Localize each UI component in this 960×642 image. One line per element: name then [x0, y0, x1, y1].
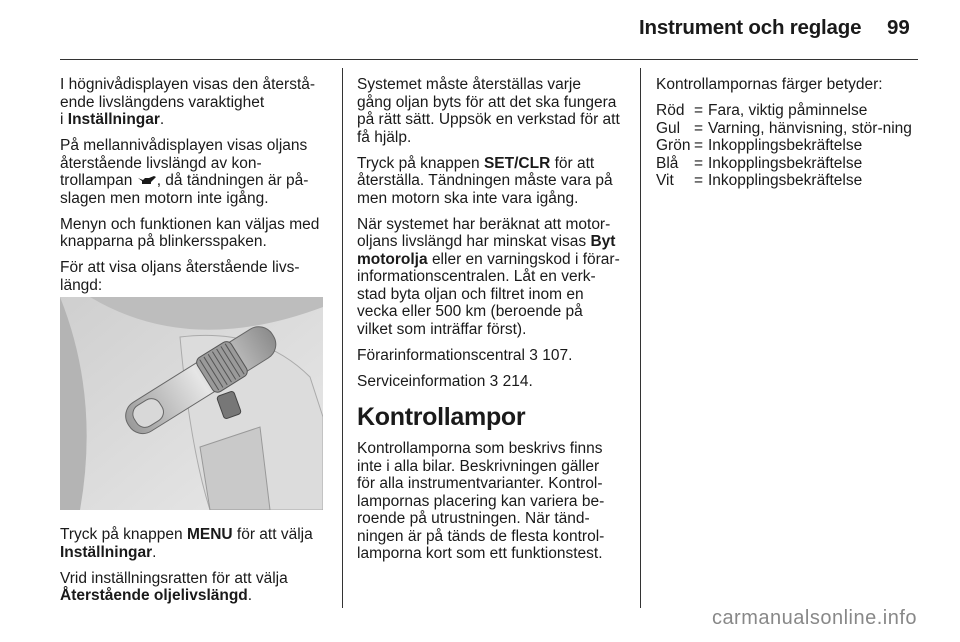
menu-button-reference: MENU [186, 526, 233, 543]
oil-can-icon [137, 175, 157, 186]
color-meaning: Fara, viktig påminnelse [708, 102, 868, 119]
column-divider-2 [640, 68, 641, 608]
paragraph: För att visa oljans återstående livs- längd: [60, 259, 300, 294]
color-meaning: Varning, hänvisning, stör-ning [708, 119, 912, 137]
color-name: Grön [656, 137, 691, 154]
page-ref-arrow-icon: 3 [489, 372, 499, 390]
page-number: 99 [887, 16, 910, 39]
page-ref-arrow-icon: 3 [529, 346, 538, 364]
color-meaning: Inkopplingsbekräftelse [708, 172, 863, 189]
paragraph: I högnivådisplayen visas den återstå- ende livslängdens varaktighet i Inställningar. [60, 76, 316, 128]
column-divider-1 [342, 68, 343, 608]
paragraph: När systemet har beräknat att motor- oljans livslängd har minskat visas Byt motorolja eller en varningskod i förar- informationscentralen. Låt en verk- stad byta oljan och filtret inom en vecka eller 500 km (beroende på vilket som inträffar först). [357, 215, 620, 338]
column-3 [656, 76, 918, 190]
color-name: Gul [656, 119, 681, 137]
column-1 [60, 76, 330, 303]
paragraph: Menyn och funktionen kan väljas med knapparna på blinkersspaken. [60, 215, 320, 250]
paragraph: Kontrollampornas färger betyder: [656, 76, 883, 93]
section-heading: Kontrollampor [357, 403, 526, 431]
color-name: Vit [656, 172, 674, 189]
paragraph: Tryck på knappen SET/CLR för att återställa. Tändningen måste vara på men motorn ska inte vara igång. [357, 154, 613, 207]
cross-reference[interactable]: Serviceinformation 3 214. [357, 372, 533, 390]
menu-reference: Återstående oljelivslängd [60, 587, 248, 604]
menu-reference: Inställningar [60, 543, 153, 561]
color-meaning: Inkopplingsbekräftelse [708, 154, 863, 172]
page-header-title: Instrument och reglage [639, 16, 862, 39]
color-name: Röd [656, 102, 685, 119]
color-meaning: Inkopplingsbekräftelse [708, 137, 863, 154]
watermark: carmanualsonline.info [711, 607, 917, 629]
indicator-stalk-illustration [60, 297, 323, 510]
paragraph: Tryck på knappen MENU för att välja Inställningar. [60, 526, 313, 561]
cross-reference[interactable]: Förarinformationscentral 3 107. [357, 346, 573, 364]
paragraph: Kontrollamporna som beskrivs finns inte i alla bilar. Beskrivningen gäller för alla instrumentvarianter. Kontrol- lampornas placering kan variera be- roende på utrustningen. När tänd- ningen är på tänds de flesta kontrol- lamporna kort som ett funktionstest. [357, 440, 605, 562]
color-legend-table: Röd = Fara, viktig påminnelse Gul = Varning, hänvisning, stör-ning Grön = Inkopplingsbekräftelse Blå = Inkopplingsbekräftelse Vit = Inkopplingsbekräftelse [656, 102, 918, 190]
paragraph: Vrid inställningsratten för att välja Återstående oljelivslängd. [60, 569, 288, 604]
set-clr-button-reference: SET/CLR [483, 154, 551, 172]
column-1-bottom [60, 526, 330, 613]
menu-reference: Inställningar [67, 111, 160, 128]
paragraph: Systemet måste återställas varje gång oljan byts för att det ska fungera på rätt sätt. Uppsök en verkstad för att få hjälp. [357, 76, 620, 146]
paragraph: På mellannivådisplayen visas oljans återstående livslängd av kon- trollampan , då tändningen är på- slagen men motorn inte igång. [60, 137, 309, 207]
color-name: Blå [656, 154, 679, 172]
column-2 [357, 76, 631, 571]
header-divider [60, 59, 918, 60]
